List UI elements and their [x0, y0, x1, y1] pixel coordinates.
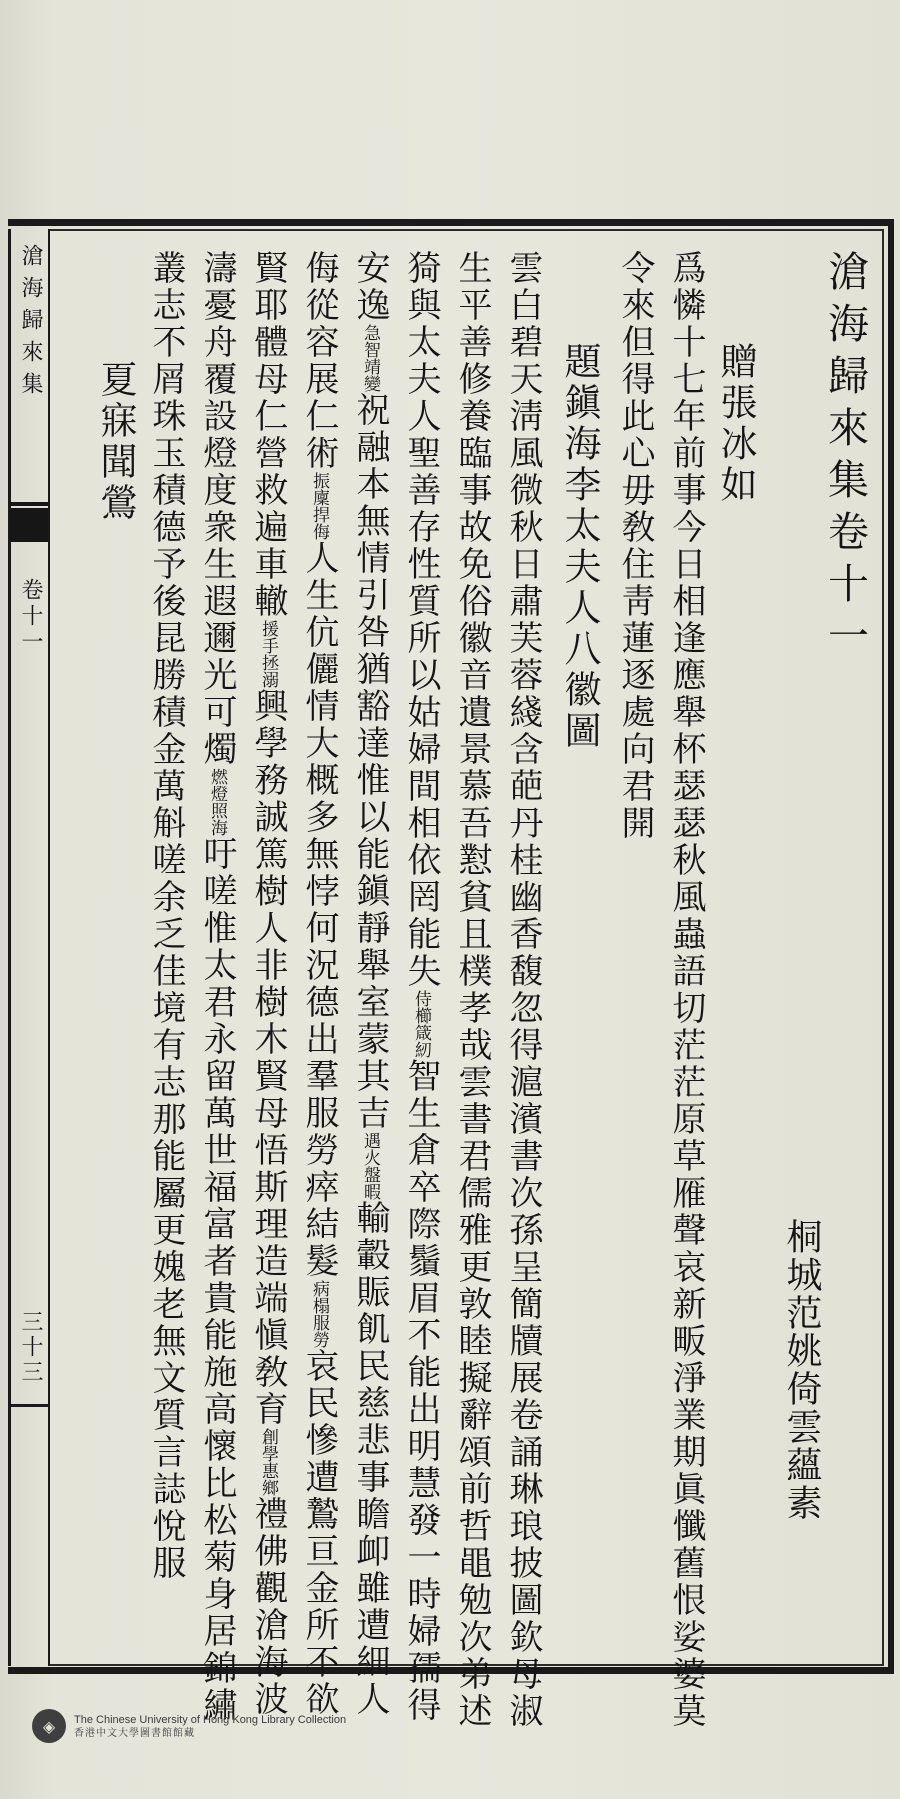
line4-text-a: 安逸: [350, 250, 390, 324]
poem2-line-3: [398, 250, 444, 1724]
line4-note-c: 遇火: [360, 1132, 380, 1166]
footer-english: The Chinese University of Hong Kong Library Collection: [74, 1713, 347, 1726]
line3-note-b: 箴紉: [411, 1024, 431, 1058]
line5-text-a: 侮從容展仁術: [299, 250, 339, 472]
line6-note-b: 拯溺: [258, 654, 278, 688]
footer-chinese: 香港中文大學圖書館館藏: [74, 1727, 195, 1739]
line4-note-a: 急智: [360, 324, 380, 358]
line3-note-a: 侍櫛: [411, 990, 431, 1024]
line5-text-b: 人生伉儷情大概多無悖何況德出羣服勞瘁結髮: [299, 540, 339, 1280]
spine-volume: 卷十一: [18, 578, 43, 656]
poem1-line-2: 令來但得此心毋敎住靑蓮逐處向君開: [615, 250, 655, 842]
line6-text-c: 禮佛觀滄海波: [248, 1496, 288, 1718]
poem2-line-6: [245, 250, 291, 1718]
poem2-line-7: [194, 250, 240, 1724]
line7-text-a: 濤憂舟覆設燈度衆生遐邇光可燭: [197, 250, 237, 768]
line6-text-b: 興學務誠篤樹人非樹木賢母悟斯理造端愼敎育: [248, 688, 288, 1428]
poem2-line-5: [296, 250, 342, 1718]
line5-note-a: 振廩: [309, 472, 329, 506]
spine-margin: [8, 229, 50, 1666]
library-footer: [32, 1706, 346, 1746]
spine-title: 滄海歸來集: [18, 244, 43, 404]
line7-text-b: 吁嗟惟太君永留萬世福富者貴能施高懷比松菊身居錦繡: [197, 836, 237, 1724]
poem3-heading: 夏寐聞鶯: [94, 360, 137, 524]
poem2-line-8: 叢志不屑珠玉積德予後昆勝積金萬斛嗟余乏佳境有志那能屬更媿老無文質言誌悅服: [146, 250, 186, 1582]
line3-text-a: 猗與太夫人聖善存性質所以姑婦間相依罔能失: [401, 250, 441, 990]
poem2-heading: 題鎭海李太夫人八徽圖: [558, 342, 601, 752]
line3-text-b: 智生倉卒際鬚眉不能出明慧發一時婦孺得: [401, 1058, 441, 1724]
fishtail-mark: [10, 508, 48, 542]
line4-note-b: 靖變: [360, 358, 380, 392]
spine-rule: [10, 1404, 50, 1407]
library-logo-icon: ◈: [32, 1709, 66, 1743]
line6-text-a: 賢耶體母仁營救遍車轍: [248, 250, 288, 620]
poem1-line-1: 爲憐十七年前事今日相逢應舉杯瑟瑟秋風蟲語切茫茫原草雁聲哀新畈淨業期眞懺舊恨娑婆莫: [666, 250, 706, 1730]
author-line: 桐城范姚倚雲蘊素: [781, 1218, 822, 1522]
poem1-heading: 贈張冰如: [714, 342, 757, 506]
line7-note-b: 照海: [207, 802, 227, 836]
line5-note-c: 病榻: [309, 1280, 329, 1314]
footer-text: [74, 1713, 346, 1740]
poem2-line-4: [347, 250, 393, 1718]
poem2-line-1: 雲白碧天淸風微秋日肅芙蓉綫含葩丹桂幽香馥忽得滬濱書次孫呈簡牘展卷誦琳琅披圖欽母淑: [503, 250, 543, 1730]
poem2-line-2: 生平善修養臨事故免俗徽音遺景慕吾懟貧且樸孝哉雲書君儒雅更敦睦擬辭頌前哲黽勉次弟述: [452, 250, 492, 1730]
line5-text-c: 哀民慘遭鷙亘金所不欲: [299, 1348, 339, 1718]
spine-page-number: 三十三: [18, 1310, 43, 1385]
book-title: 滄海歸來集卷十一: [821, 250, 869, 666]
line4-text-b: 祝融本無情引咎猶豁達惟以能鎭靜舉室蒙其吉: [350, 392, 390, 1132]
line4-note-d: 盤暇: [360, 1166, 380, 1200]
line6-note-c: 創學: [258, 1428, 278, 1462]
line7-note-a: 燃燈: [207, 768, 227, 802]
line5-note-b: 捍侮: [309, 506, 329, 540]
line5-note-d: 服勞: [309, 1314, 329, 1348]
line6-note-a: 援手: [258, 620, 278, 654]
line6-note-d: 惠鄉: [258, 1462, 278, 1496]
line4-text-c: 輸轂賑飢民慈悲事瞻卹雖遭細人: [350, 1200, 390, 1718]
